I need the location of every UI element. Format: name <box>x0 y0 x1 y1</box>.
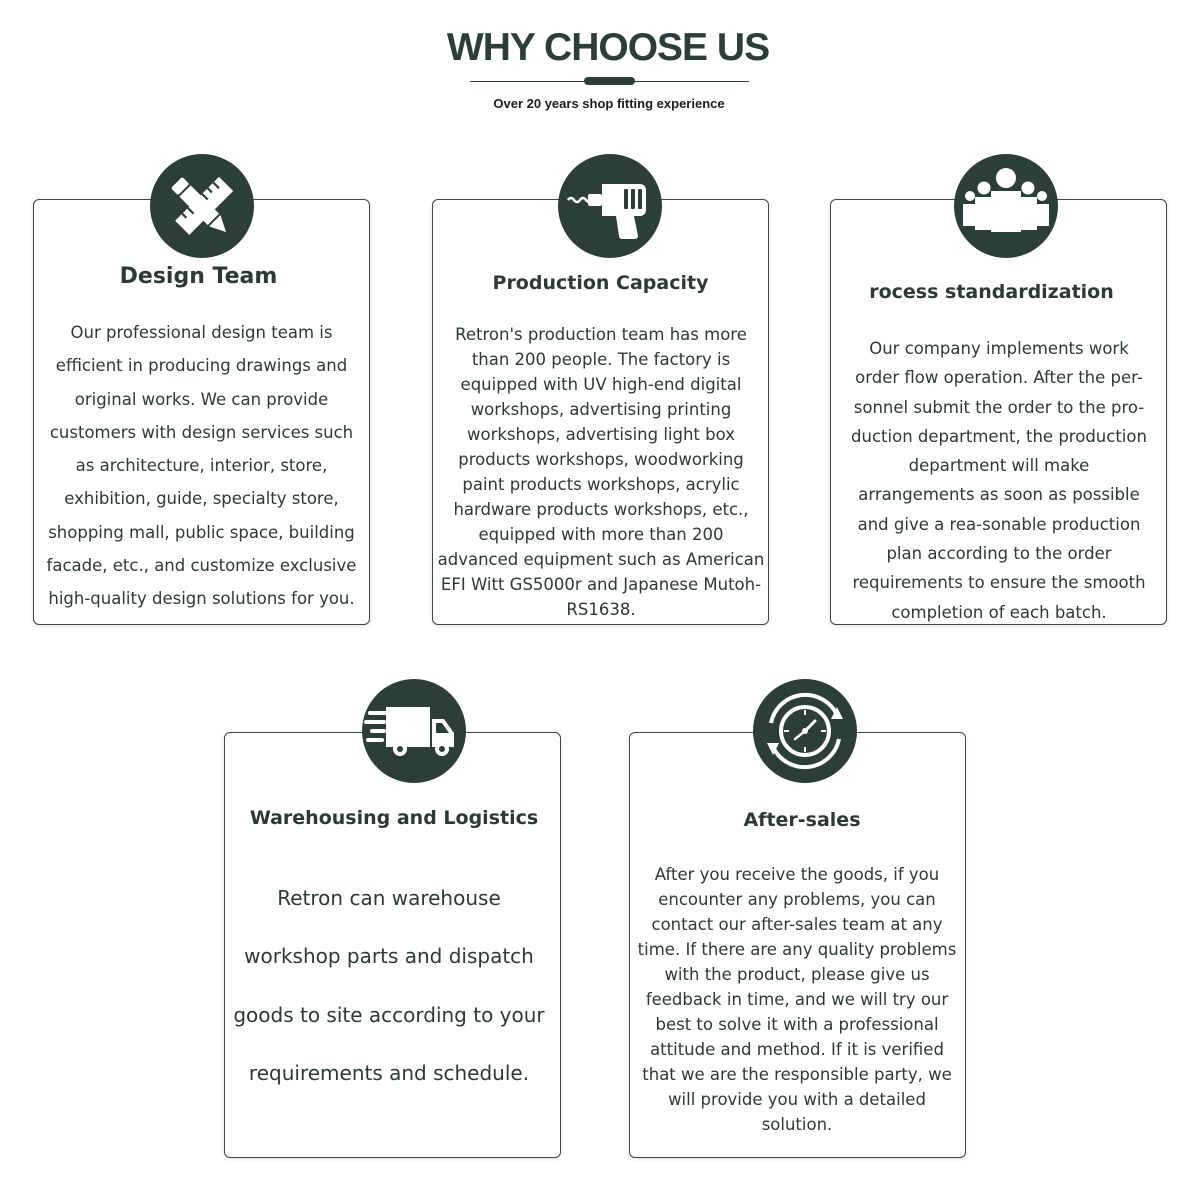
card-title: After-sales <box>743 809 861 831</box>
drill-icon <box>558 154 662 258</box>
delivery-truck-icon <box>362 679 466 783</box>
pencil-ruler-icon <box>150 154 254 258</box>
card-text: Our company implements work order flow operation. After the per-sonnel submit the order to the pro-duction department, the production department will make arrangements as soon as possible and give a rea-sonable production plan according to the order requirements to ensure the smooth completion of each batch. <box>851 339 1147 622</box>
card-text: Our professional design team is efficient in producing drawings and original works. We can provide customers with design services such as architecture, interior, store, exhibition, guide, specialty store, shopping mall, public space, building facade, etc., and customize exclusive high-quality design solutions for you. <box>46 323 357 609</box>
team-icon <box>954 154 1058 258</box>
card-text: Retron's production team has more than 200 people. The factory is equipped with UV high-end digital workshops, advertising printing workshops, advertising light box products workshops, woodworking paint products workshops, acrylic hardware products workshops, etc., equipped with more than 200 advanced equipment such as American EFI Witt GS5000r and Japanese Mutoh-RS1638. <box>437 325 765 619</box>
card-title: Warehousing and Logistics <box>249 807 539 829</box>
section-subtitle: Over 20 years shop fitting experience <box>493 96 725 111</box>
card-title: rocess standardization <box>869 281 1114 303</box>
card-title: Design Team <box>119 264 278 289</box>
card-text: After you receive the goods, if you encounter any problems, you can contact our after-sales team at any time. If there are any quality problems with the product, please give us feedback in time, and we will try our best to solve it with a professional attitude and method. If it is verified that we are the responsible party, we will provide you with a detailed solution. <box>637 865 957 1134</box>
card-text: Retron can warehouse workshop parts and dispatch goods to site according to your requirements and schedule. <box>233 886 545 1085</box>
clock-icon <box>753 679 857 783</box>
title-divider-accent <box>584 77 635 85</box>
section-title: WHY CHOOSE US <box>446 26 770 69</box>
card-title: Production Capacity <box>492 272 709 294</box>
